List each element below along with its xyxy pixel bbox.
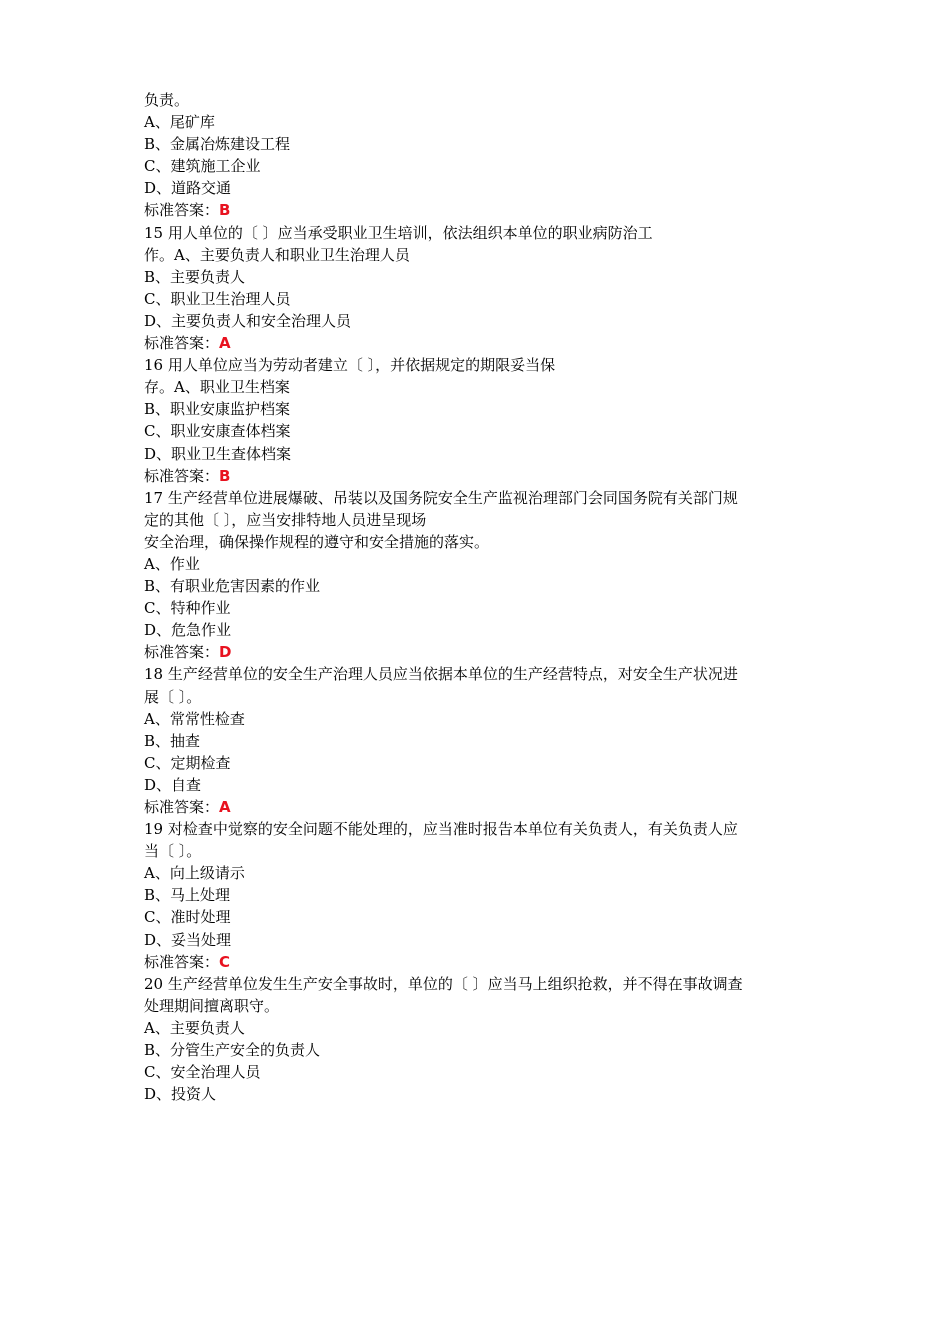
option-b: B、分管生产安全的负责人 bbox=[144, 1041, 321, 1060]
standard-answer bbox=[144, 465, 814, 487]
question-15 bbox=[144, 222, 814, 355]
answer-value: A bbox=[219, 334, 231, 353]
option-a: A、常常性检查 bbox=[144, 709, 245, 728]
standard-answer bbox=[144, 641, 814, 663]
option-d: D、危急作业 bbox=[144, 621, 232, 640]
option-c: C、定期检查 bbox=[144, 753, 231, 772]
question-text: 17 生产经营单位进展爆破、吊装以及国务院安全生产监视治理部门会同国务院有关部门规 bbox=[144, 488, 738, 507]
option-a: A、尾矿库 bbox=[144, 113, 215, 132]
question-16 bbox=[144, 354, 814, 487]
question-text-cont: 当〔 〕。 bbox=[144, 842, 202, 861]
question-text: 19 对检查中觉察的安全问题不能处理的，应当准时报告本单位有关负责人，有关负责人应 bbox=[144, 820, 738, 839]
option-b: B、抽查 bbox=[144, 731, 201, 750]
option-c: C、建筑施工企业 bbox=[144, 157, 261, 176]
question-text-cont: 展〔 〕。 bbox=[144, 687, 202, 706]
question-text: 16 用人单位应当为劳动者建立〔 〕，并依据规定的期限妥当保 bbox=[144, 356, 556, 375]
answer-value: B bbox=[219, 201, 231, 220]
question-19 bbox=[144, 818, 814, 973]
answer-label: 标准答案： bbox=[144, 466, 220, 485]
question-text: 15 用人单位的〔 〕应当承受职业卫生培训，依法组织本单位的职业病防治工 bbox=[144, 223, 653, 242]
question-text-cont: 作。A、主要负责人和职业卫生治理人员 bbox=[144, 245, 410, 264]
option-d: D、道路交通 bbox=[144, 179, 232, 198]
option-b: B、金属冶炼建设工程 bbox=[144, 135, 291, 154]
answer-value: D bbox=[219, 643, 232, 662]
option-b: B、职业安康监护档案 bbox=[144, 400, 291, 419]
option-d: D、主要负责人和安全治理人员 bbox=[144, 311, 352, 330]
document-page bbox=[144, 89, 814, 1105]
option-a: A、主要负责人 bbox=[144, 1018, 245, 1037]
standard-answer bbox=[144, 951, 814, 973]
answer-label: 标准答案： bbox=[144, 201, 220, 220]
option-b: B、马上处理 bbox=[144, 886, 231, 905]
question-text: 18 生产经营单位的安全生产治理人员应当依据本单位的生产经营特点，对安全生产状况进 bbox=[144, 665, 738, 684]
option-c: C、职业卫生治理人员 bbox=[144, 289, 291, 308]
question-text: 20 生产经营单位发生生产安全事故时，单位的〔 〕应当马上组织抢救，并不得在事故调查 bbox=[144, 974, 743, 993]
option-c: C、特种作业 bbox=[144, 599, 231, 618]
answer-value: B bbox=[219, 466, 231, 485]
question-17 bbox=[144, 487, 814, 664]
option-d: D、妥当处理 bbox=[144, 930, 232, 949]
answer-value: C bbox=[219, 952, 231, 971]
question-text-cont: 定的其他〔 〕，应当安排特地人员进呈现场 bbox=[144, 510, 427, 529]
question-text-cont: 处理期间擅离职守。 bbox=[144, 996, 280, 1015]
question-14 bbox=[144, 111, 814, 221]
answer-label: 标准答案： bbox=[144, 952, 220, 971]
option-c: C、职业安康查体档案 bbox=[144, 422, 291, 441]
standard-answer bbox=[144, 796, 814, 818]
option-d: D、自查 bbox=[144, 775, 202, 794]
question-text-cont: 安全治理，确保操作规程的遵守和安全措施的落实。 bbox=[144, 532, 490, 551]
option-b: B、主要负责人 bbox=[144, 267, 246, 286]
answer-value: A bbox=[219, 798, 231, 816]
standard-answer bbox=[144, 332, 814, 354]
option-d: D、投资人 bbox=[144, 1085, 217, 1104]
option-c: C、安全治理人员 bbox=[144, 1063, 261, 1082]
question-text-cont: 存。A、职业卫生档案 bbox=[144, 378, 290, 397]
option-a: A、作业 bbox=[144, 554, 200, 573]
option-a: A、向上级请示 bbox=[144, 864, 245, 883]
option-b: B、有职业危害因素的作业 bbox=[144, 577, 321, 596]
answer-label: 标准答案： bbox=[144, 643, 220, 662]
answer-label: 标准答案： bbox=[144, 798, 220, 816]
question-18 bbox=[144, 663, 814, 818]
option-d: D、职业卫生查体档案 bbox=[144, 444, 292, 463]
continuation-text: 负责。 bbox=[144, 91, 190, 109]
option-c: C、准时处理 bbox=[144, 908, 231, 927]
question-20 bbox=[144, 973, 814, 1106]
answer-label: 标准答案： bbox=[144, 334, 220, 353]
standard-answer bbox=[144, 199, 814, 221]
